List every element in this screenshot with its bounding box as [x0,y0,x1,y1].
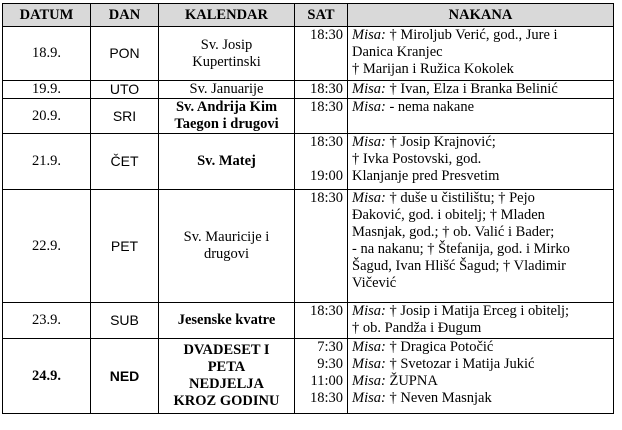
day-cell: NED [91,339,159,414]
schedule-row [3,81,614,99]
header-row [3,4,614,27]
intention-text: - nema nakane [385,99,475,115]
intention-text: † Josip i Matija Erceg i obitelj; [385,303,570,319]
intention-line [352,61,609,78]
calendar-line: PETA [207,359,246,375]
intention-text: † Dragica Potočić [385,339,494,355]
intention-text: † Neven Masnjak [385,390,492,406]
calendar-cell [159,134,295,190]
calendar-line: Sv. Januarije [189,81,264,97]
intention-line [352,258,609,275]
header-dan: DAN [91,4,159,27]
intention-text: † Marijan i Ružica Kokolek [352,61,514,77]
intention-text: † Miroljub Verić, god., Jure i [385,27,558,43]
day-cell: SRI [91,99,159,134]
intention-line [352,339,609,356]
header-kalendar: KALENDAR [159,4,295,27]
time-value: 18:30 [309,134,343,150]
intention-line [352,356,609,373]
intention-line [352,168,609,185]
misa-label: Misa: [352,99,386,115]
time-value: 18:30 [309,190,343,206]
time-value: 18:30 [309,27,343,43]
intention-line [352,275,609,292]
misa-label: Misa: [352,27,386,43]
misa-label: Misa: [352,339,386,355]
intention-line [352,27,609,44]
day-cell: SUB [91,303,159,339]
intention-cell [348,99,614,134]
calendar-line: Sv. Matej [197,153,256,169]
time-cell [295,134,348,190]
date-cell: 20.9. [3,99,91,134]
misa-label: Misa: [352,356,386,372]
intention-text: † Svetozar i Matija Jukić [385,356,535,372]
intention-line [352,134,609,151]
time-cell [295,303,348,339]
date-cell: 18.9. [3,27,91,81]
intention-line [352,224,609,241]
intention-text: Đaković, god. i obitelj; † Mladen [352,207,545,223]
calendar-line: DVADESET I [183,342,270,358]
time-cell [295,339,348,414]
intention-line [352,190,609,207]
intention-text: ŽUPNA [385,373,438,389]
schedule-row [3,99,614,134]
intention-text: † Ivan, Elza i Branka Belinić [385,81,558,97]
time-value: 18:30 [309,303,343,319]
time-cell [295,27,348,81]
time-value: 18:30 [309,99,343,115]
calendar-cell [159,81,295,99]
intention-text: Danica Kranjec [352,44,443,60]
date-cell: 23.9. [3,303,91,339]
schedule-row [3,27,614,81]
intention-line [352,373,609,390]
intention-line [352,303,609,320]
time-value: 7:30 [317,339,343,355]
day-cell: UTO [91,81,159,99]
date-cell: 19.9. [3,81,91,99]
calendar-line: drugovi [203,246,250,262]
intention-text: Masnjak, god.; † ob. Valić i Bader; [352,224,555,240]
day-cell: PET [91,190,159,303]
intention-line [352,207,609,224]
intention-cell [348,303,614,339]
header-datum: DATUM [3,4,91,27]
calendar-line: Sv. Andrija Kim [175,99,278,115]
calendar-cell [159,27,295,81]
calendar-line: NEDJELJA [189,376,264,392]
schedule-rows [3,27,614,414]
time-cell [295,99,348,134]
time-value: 19:00 [309,168,343,184]
intention-line [352,99,609,116]
date-cell: 21.9. [3,134,91,190]
schedule-row [3,134,614,190]
header-nakana: NAKANA [348,4,614,27]
intention-cell [348,134,614,190]
intention-text: Klanjanje pred Presvetim [352,168,500,184]
intention-text: Vičević [352,275,397,291]
time-value: 9:30 [317,356,343,372]
misa-label: Misa: [352,81,386,97]
intention-cell [348,339,614,414]
schedule-row [3,303,614,339]
intention-text: † ob. Pandža i Đugum [352,320,482,336]
calendar-cell [159,190,295,303]
misa-label: Misa: [352,390,386,406]
time-value: 18:30 [309,390,343,406]
misa-label: Misa: [352,373,386,389]
calendar-cell [159,99,295,134]
intention-line [352,44,609,61]
intention-cell [348,27,614,81]
time-value [299,151,343,168]
calendar-line: Kupertinski [192,53,261,70]
calendar-line: Sv. Josip [200,36,253,53]
calendar-line: Sv. Mauricije i [183,229,270,245]
day-cell: ČET [91,134,159,190]
intention-text: † Josip Krajnović; [385,134,496,150]
intention-line [352,320,609,337]
calendar-cell [159,339,295,414]
day-cell: PON [91,27,159,81]
calendar-cell [159,303,295,339]
intention-line [352,390,609,407]
intention-line [352,151,609,168]
misa-label: Misa: [352,303,386,319]
calendar-line: KROZ GODINU [173,393,280,409]
misa-label: Misa: [352,134,386,150]
intention-line [352,241,609,258]
intention-text: † duše u čistilištu; † Pejo [385,190,535,206]
intention-cell [348,190,614,303]
intention-text: Šagud, Ivan Hlišć Šagud; † Vladimir [352,258,566,274]
date-cell: 24.9. [3,339,91,414]
date-cell: 22.9. [3,190,91,303]
header-sat: SAT [295,4,348,27]
time-value: 18:30 [309,81,343,97]
intention-text: † Ivka Postovski, god. [352,151,482,167]
intention-line [352,81,609,98]
schedule-row [3,339,614,414]
calendar-line: Taegon i drugovi [174,116,279,132]
calendar-line: Jesenske kvatre [177,312,276,328]
time-cell [295,81,348,99]
schedule-row [3,190,614,303]
time-value: 11:00 [310,373,343,389]
misa-label: Misa: [352,190,386,206]
intention-cell [348,81,614,99]
time-cell [295,190,348,303]
intention-text: - na nakanu; † Štefanija, god. i Mirko [352,241,570,257]
mass-schedule-table [2,3,614,414]
